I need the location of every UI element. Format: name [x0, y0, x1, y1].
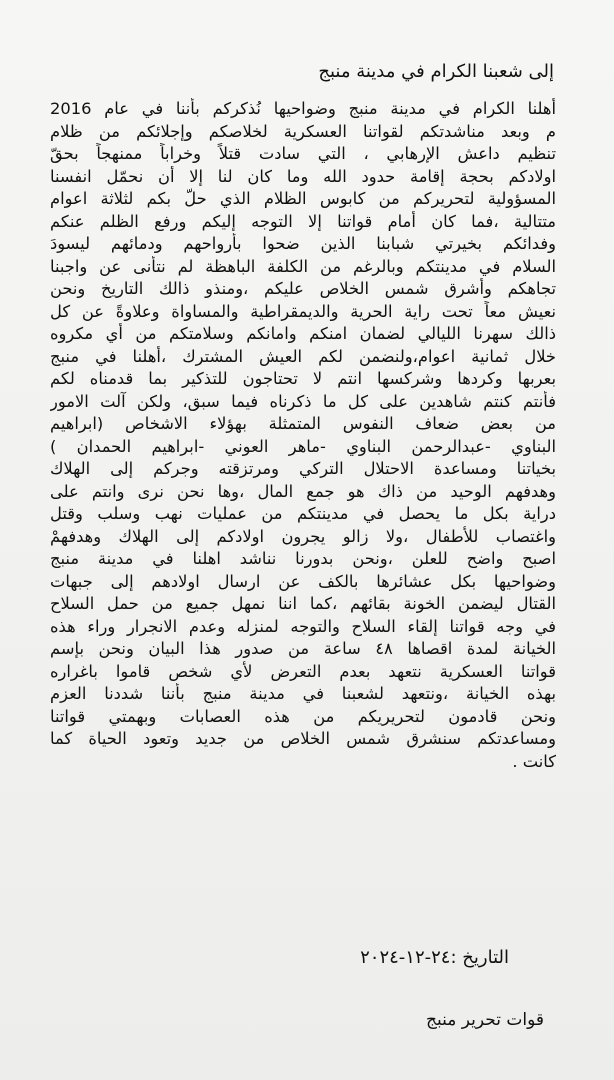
body-line: اصبح واضح للعلن ،ونحن بدورنا نناشد اهلنا في مدينة منبج: [50, 549, 556, 568]
letter-greeting: إلى شعبنا الكرام في مدينة منبج: [318, 61, 554, 82]
body-line: دراية بكل ما يحصل في مدينتكم من عمليات نهب وسلب وقتل: [50, 504, 556, 523]
body-line: أهلنا الكرام في مدينة منبج وضواحيها نُذكركم بأننا في عام 2016: [50, 99, 556, 118]
body-line: قواتنا العسكرية نتعهد بعدم التعرض لأي شخص قاموا باغراره: [50, 661, 556, 681]
body-line: ونحن قادمون لتحريريكم من هذه العصابات وبهمتي قواتنا: [50, 706, 556, 726]
body-line: وضواحيها بكل عشائرها بالكف عن ارسال اولادهم إلى جبهات: [50, 571, 556, 591]
body-line: ومساعدتكم سنشرق شمس الخلاص من جديد وتعود الحياة كما: [50, 729, 556, 748]
body-line: متتالية ،فما كان أمام قواتنا إلا التوجه إليكم ورفع الظلم عنكم: [50, 211, 556, 231]
body-line: المسؤولية لتحريركم من كابوس الظلام الذي حلّ بكم لثلاثة اعوام: [50, 189, 556, 208]
body-line: بهذه الخيانة ،ونتعهد لشعبنا في مدينة منبج بأننا شددنا العزم: [50, 684, 556, 703]
body-line: وفدائكم بخيرتي شبابنا الذين ضحوا بأرواحهم ودمائهم ليسودَ: [50, 234, 556, 253]
body-line: خلال ثمانية اعوام،ولنضمن لكم العيش المشترك ،أهلنا في منبج: [50, 346, 556, 366]
body-line: ذالك سهرنا الليالي لضمان امنكم وامانكم وسلامتكم من أي مكروه: [50, 324, 556, 343]
body-line: من بعض ضعاف النفوس المتمثلة بهؤلاء الاشخاص (ابراهيم: [50, 414, 556, 433]
body-line: نعيش معاً تحت راية الحرية والديمقراطية والمساواة وعلاوةً عن كل: [50, 301, 556, 321]
letter-body: [50, 98, 556, 773]
body-line: الخيانة لمدة اقصاها ٤٨ ساعة من صدور هذا البيان ونحن بإسم: [50, 639, 556, 658]
body-line: فأنتم كنتم شاهدين على كل ما ذكرناه فيما سبق، ولكن آلت الامور: [50, 391, 556, 411]
body-line: بعربها وكردها وشركسها انتم لا تحتاجون للتذكير بما قدمناه لكم: [50, 369, 556, 388]
body-line: القتال ليضمن الخونة بقائهم ،كما اننا نمهل جميع من حمل السلاح: [50, 594, 556, 613]
body-line: في وجه قواتنا إلقاء السلاح والتوجه لمنزله وعدم الانجرار وراء هذه: [50, 616, 556, 636]
body-line: كانت .: [512, 751, 556, 771]
body-line: واغتصاب للأطفال ،ولا زالو يجرون اولادكم إلى الهلاك وهدفهمْ: [50, 526, 556, 546]
body-line: اولادكم بحجة إقامة حدود الله وما كان لنا إلا أن نحمّل انفسنا: [50, 166, 556, 186]
letter-signature: قوات تحرير منبج: [426, 1010, 544, 1030]
body-line: م وبعد مناشدتكم لقواتنا العسكرية لخلاصكم وإجلائكم من ظلام: [50, 121, 556, 141]
body-line: بخياتنا ومساعدة الاحتلال التركي ومرتزقته وجركم إلى الهلاك: [50, 459, 556, 478]
body-line: وهدفهم الوحيد من ذاك هو جمع المال ،وها نحن نرى وانتم على: [50, 481, 556, 501]
body-line: البناوي -عبدالرحمن البناوي -ماهر العوني -ابراهيم الحمدان ): [50, 436, 556, 456]
letter-date: التاريخ :٢٤-١٢-٢٠٢٤: [360, 947, 509, 968]
body-line: تنظيم داعش الإرهابي ، التي سادت قتلاً وخراباً ممنهجاً بحقّ: [50, 144, 556, 163]
body-line: تجاهكم وأشرق شمس الخلاص عليكم ،ومنذو ذالك التاريخ ونحن: [50, 279, 556, 298]
body-line: السلام في مدينتكم وبالرغم من الكلفة الباهظة لم نتأنى عن واجبنا: [50, 256, 556, 276]
